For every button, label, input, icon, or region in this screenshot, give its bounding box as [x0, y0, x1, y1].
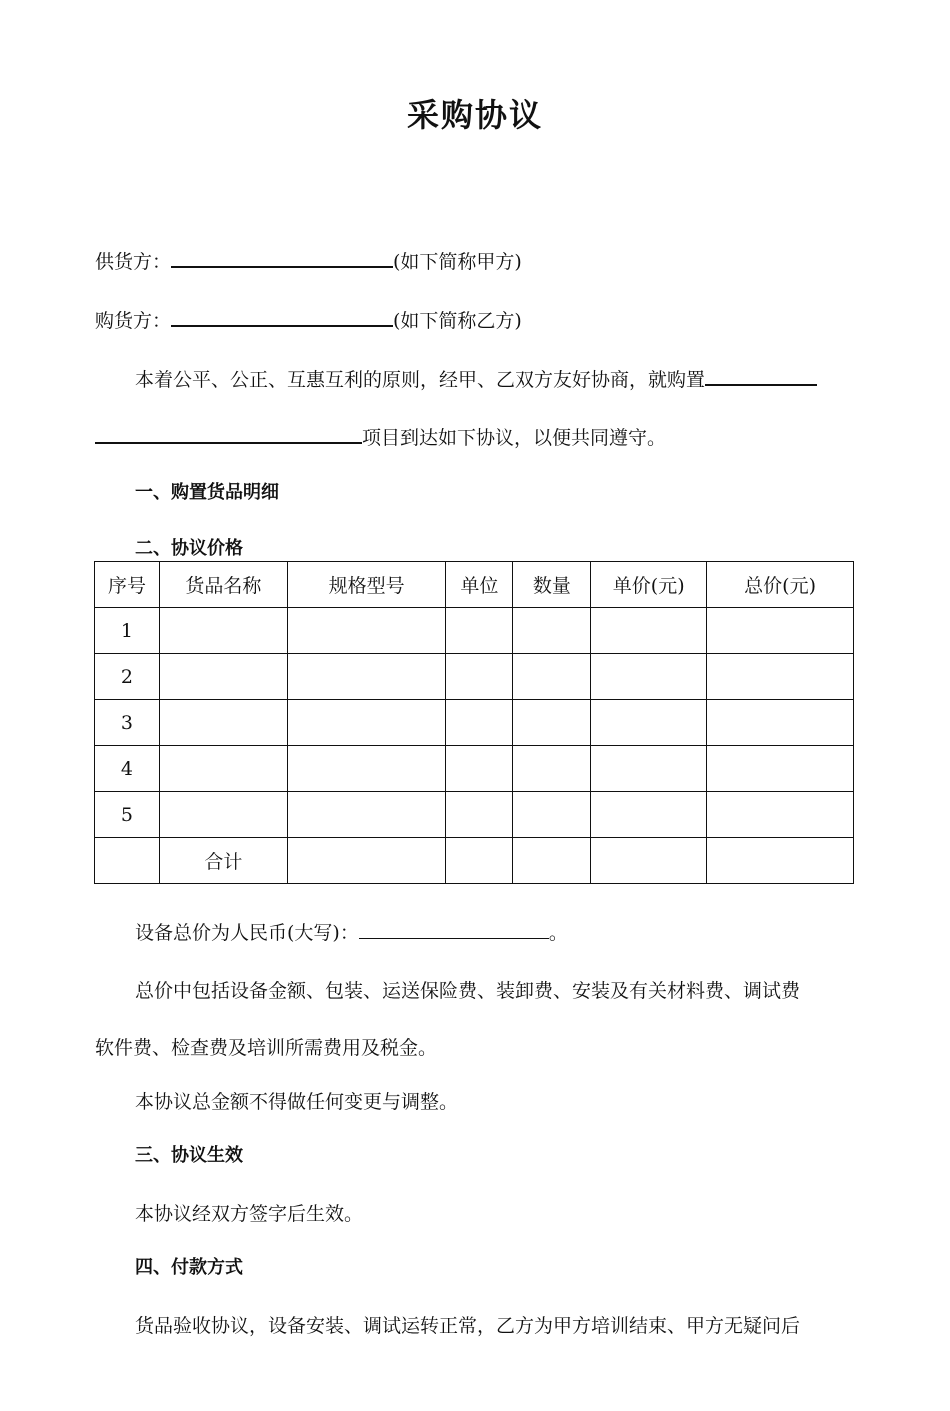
- header-unit: 单位: [446, 562, 513, 608]
- cell-goods-name[interactable]: [159, 746, 287, 792]
- cell-total-price[interactable]: [707, 838, 854, 884]
- table-total-row: [95, 838, 854, 884]
- total-label: 合计: [159, 838, 287, 884]
- cell-total-price[interactable]: [707, 792, 854, 838]
- project-blank-2[interactable]: [95, 422, 362, 444]
- buyer-blank[interactable]: [171, 305, 393, 327]
- total-price-blank[interactable]: [359, 918, 549, 939]
- cell-unit[interactable]: [446, 746, 513, 792]
- includes-line-1: 总价中包括设备金额、包装、运送保险费、装卸费、安装及有关材料费、调试费: [135, 980, 801, 1002]
- cell-unit-price[interactable]: [591, 746, 707, 792]
- table-row: [95, 746, 854, 792]
- row-serial: 4: [95, 746, 160, 792]
- buyer-line: [95, 305, 522, 333]
- table-header-row: [95, 562, 854, 608]
- cell-goods-name[interactable]: [159, 792, 287, 838]
- no-change-note: 本协议总金额不得做任何变更与调整。: [135, 1091, 459, 1113]
- header-goods-name: 货品名称: [159, 562, 287, 608]
- cell-goods-name[interactable]: [159, 654, 287, 700]
- cell-unit[interactable]: [446, 792, 513, 838]
- cell-spec-model[interactable]: [287, 654, 446, 700]
- cell-unit-price[interactable]: [591, 654, 707, 700]
- total-serial-cell: [95, 838, 160, 884]
- total-price-line: [135, 918, 568, 945]
- table-row: [95, 792, 854, 838]
- row-serial: 3: [95, 700, 160, 746]
- cell-quantity[interactable]: [513, 608, 591, 654]
- cell-total-price[interactable]: [707, 654, 854, 700]
- total-price-label: 设备总价为人民币(大写)：: [135, 922, 359, 944]
- cell-unit[interactable]: [446, 838, 513, 884]
- header-total-price: 总价(元): [707, 562, 854, 608]
- cell-spec-model[interactable]: [287, 746, 446, 792]
- table-row: [95, 700, 854, 746]
- cell-unit-price[interactable]: [591, 700, 707, 746]
- supplier-blank[interactable]: [171, 246, 393, 268]
- effective-note: 本协议经双方签字后生效。: [135, 1203, 364, 1225]
- section-2-heading: 二、协议价格: [135, 538, 243, 559]
- table-row: [95, 654, 854, 700]
- intro-text-1: 本着公平、公正、互惠互利的原则，经甲、乙双方友好协商，就购置: [135, 369, 706, 391]
- goods-table: [94, 561, 854, 884]
- cell-goods-name[interactable]: [159, 608, 287, 654]
- includes-line-2: 软件费、检查费及培训所需费用及税金。: [95, 1037, 438, 1059]
- header-quantity: 数量: [513, 562, 591, 608]
- cell-quantity[interactable]: [513, 746, 591, 792]
- section-4-heading: 四、付款方式: [135, 1257, 243, 1278]
- row-serial: 5: [95, 792, 160, 838]
- row-serial: 1: [95, 608, 160, 654]
- section-1-heading: 一、购置货品明细: [135, 482, 279, 503]
- row-serial: 2: [95, 654, 160, 700]
- cell-unit[interactable]: [446, 608, 513, 654]
- cell-unit-price[interactable]: [591, 838, 707, 884]
- cell-spec-model[interactable]: [287, 700, 446, 746]
- header-unit-price: 单价(元): [591, 562, 707, 608]
- cell-quantity[interactable]: [513, 838, 591, 884]
- header-spec-model: 规格型号: [287, 562, 446, 608]
- cell-goods-name[interactable]: [159, 700, 287, 746]
- total-price-end: 。: [548, 922, 568, 944]
- document-title: 采购协议: [406, 96, 543, 134]
- supplier-label: 供货方：: [95, 251, 172, 273]
- intro-text-2: 项目到达如下协议，以便共同遵守。: [362, 427, 667, 449]
- supplier-line: [95, 246, 522, 274]
- cell-total-price[interactable]: [707, 700, 854, 746]
- header-serial: 序号: [95, 562, 160, 608]
- section-3-heading: 三、协议生效: [135, 1145, 243, 1166]
- cell-unit-price[interactable]: [591, 792, 707, 838]
- supplier-suffix: (如下简称甲方): [393, 251, 522, 273]
- cell-unit[interactable]: [446, 700, 513, 746]
- cell-unit-price[interactable]: [591, 608, 707, 654]
- cell-spec-model[interactable]: [287, 608, 446, 654]
- cell-total-price[interactable]: [707, 746, 854, 792]
- cell-spec-model[interactable]: [287, 792, 446, 838]
- table-row: [95, 608, 854, 654]
- cell-quantity[interactable]: [513, 792, 591, 838]
- cell-spec-model[interactable]: [287, 838, 446, 884]
- cell-quantity[interactable]: [513, 654, 591, 700]
- cell-total-price[interactable]: [707, 608, 854, 654]
- buyer-suffix: (如下简称乙方): [393, 310, 522, 332]
- intro-line-2: [95, 422, 666, 450]
- buyer-label: 购货方：: [95, 310, 172, 332]
- intro-line-1: [135, 364, 817, 392]
- cell-unit[interactable]: [446, 654, 513, 700]
- cell-quantity[interactable]: [513, 700, 591, 746]
- project-blank-1[interactable]: [705, 364, 817, 386]
- payment-line-1: 货品验收协议，设备安装、调试运转正常，乙方为甲方培训结束、甲方无疑问后: [135, 1315, 801, 1337]
